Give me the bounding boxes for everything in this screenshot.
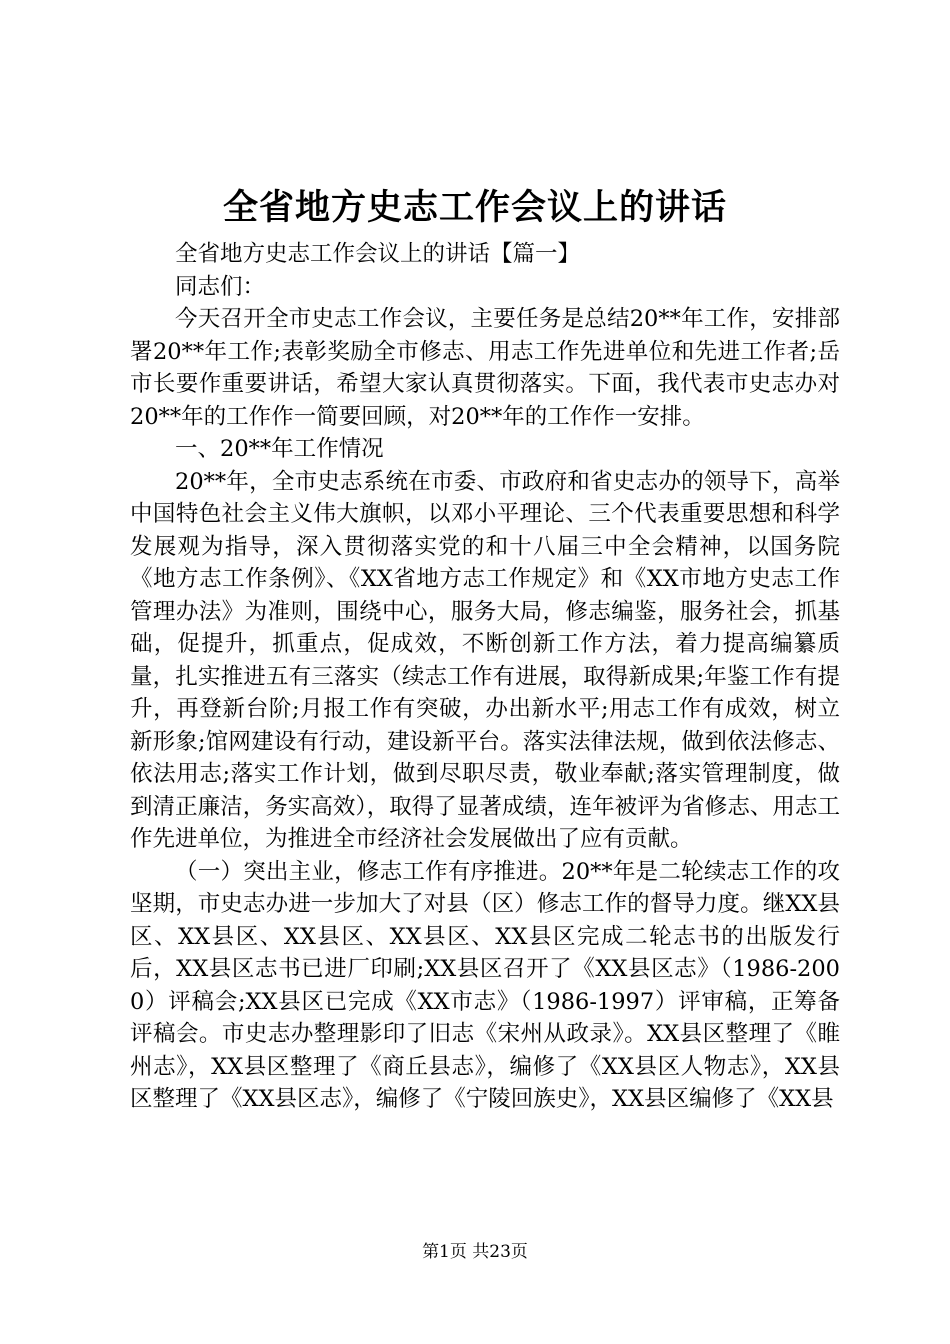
paragraph-subsection-one: （一）突出主业，修志工作有序推进。20**年是二轮续志工作的攻坚期，市史志办进一步加大了对县（区）修志工作的督导力度。继XX县区、XX县区、XX县区、XX县区、XX县区完成二轮志书的出版发行后，XX县区志书已进厂印刷;XX县区召开了《XX县区志》（1986-2000）评稿会;XX县区已完成《XX市志》（1986-1997）评审稿，正筹备评稿会。市史志办整理影印了旧志《宋州从政录》。XX县区整理了《睢州志》，XX县区整理了《商丘县志》，编修了《XX县区人物志》，XX县区整理了《XX县区志》，编修了《宁陵回族史》，XX县区编修了《XX县: [130, 858, 840, 1112]
salutation: 同志们：: [175, 273, 266, 300]
paragraph-work-summary: 20**年，全市史志系统在市委、市政府和省史志办的领导下，高举中国特色社会主义伟大旗帜，以邓小平理论、三个代表重要思想和科学发展观为指导，深入贯彻落实党的和十八届三中全会精神，以国务院《地方志工作条例》、《XX省地方志工作规定》和《XX市地方史志工作管理办法》为准则，围绕中心，服务大局，修志编鉴，服务社会，抓基础，促提升，抓重点，促成效，不断创新工作方法，着力提高编纂质量，扎实推进五有三落实（续志工作有进展，取得新成果;年鉴工作有提升，再登新台阶;月报工作有突破，办出新水平;用志工作有成效，树立新形象;馆网建设有行动，建设新平台。落实法律法规，做到依法修志、依法用志;落实工作计划，做到尽职尽责，敬业奉献;落实管理制度，做到清正廉洁，务实高效），取得了显著成绩，连年被评为省修志、用志工作先进单位，为推进全市经济社会发展做出了应有贡献。: [130, 468, 840, 852]
section-heading-work-status: 一、20**年工作情况: [175, 436, 384, 462]
document-title: 全省地方史志工作会议上的讲话: [222, 187, 727, 228]
page-footer: 第1页 共23页: [422, 1242, 528, 1262]
document-body: [130, 238, 840, 1116]
section-heading-part-one: 全省地方史志工作会议上的讲话【篇一】: [175, 241, 581, 267]
paragraph-intro: 今天召开全市史志工作会议，主要任务是总结20**年工作，安排部署20**年工作;表彰奖励全市修志、用志工作先进单位和先进工作者;岳市长要作重要讲话，希望大家认真贯彻落实。下面，我代表市史志办对20**年的工作作一简要回顾，对20**年的工作作一安排。: [130, 306, 840, 430]
